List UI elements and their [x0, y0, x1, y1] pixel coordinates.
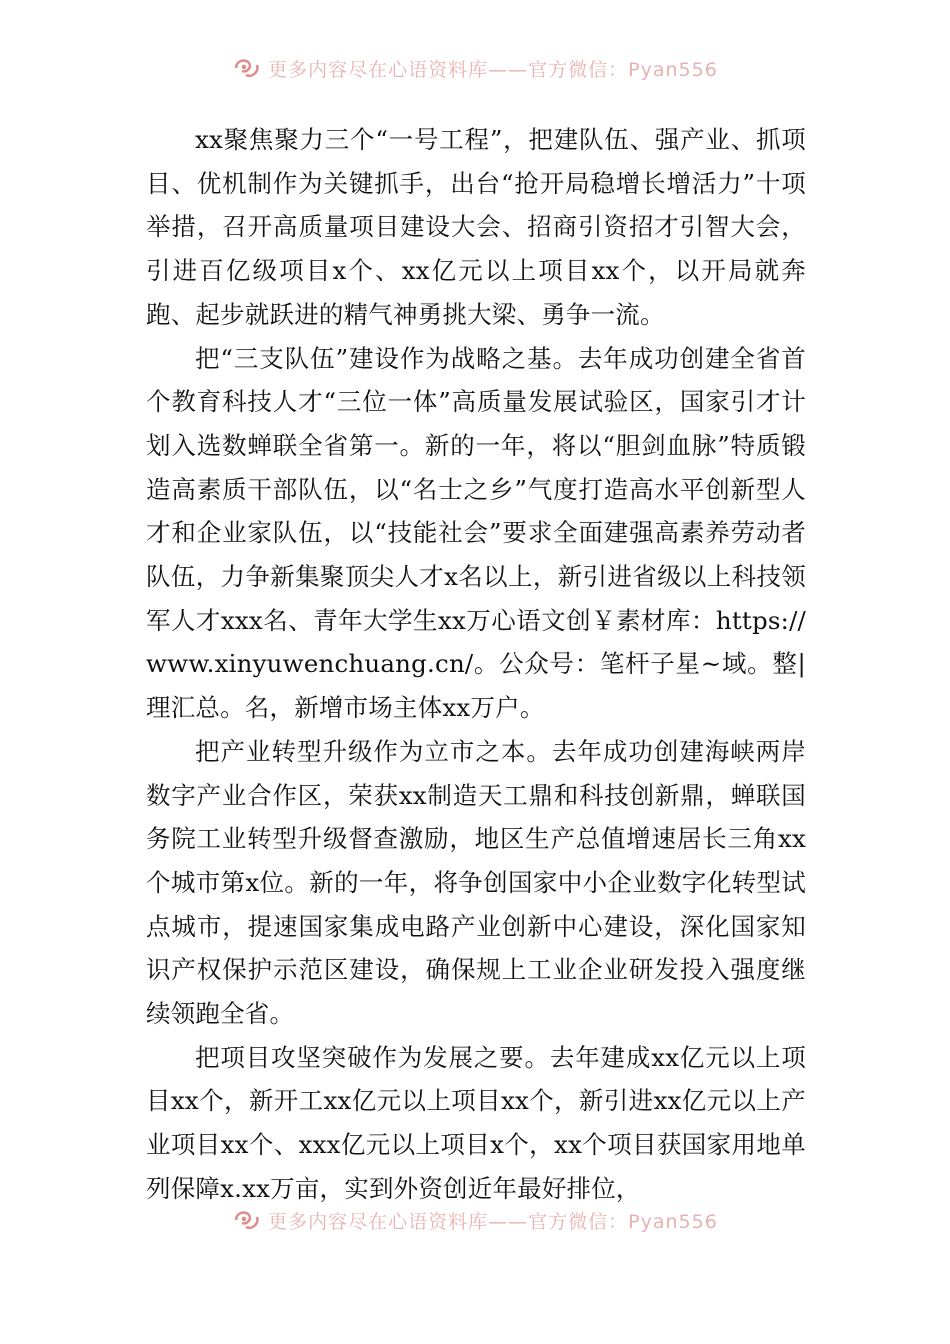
header-watermark	[0, 48, 950, 88]
watermark-logo-icon	[232, 56, 262, 80]
footer-watermark	[0, 1200, 950, 1240]
watermark-text: 更多内容尽在心语资料库——官方微信：Pyan556	[268, 58, 718, 81]
paragraph-4: 把项目攻坚突破作为发展之要。去年建成xx亿元以上项目xx个，新开工xx亿元以上项目xx个，新引进xx亿元以上产业项目xx个、xxx亿元以上项目x个，xx个项目获国家用地单列保障x.xx万亩，实到外资创近年最好排位，	[146, 1042, 806, 1203]
paragraph-3: 把产业转型升级作为立市之本。去年成功创建海峡两岸数字产业合作区，荣获xx制造天工鼎和科技创新鼎，蝉联国务院工业转型升级督查激励，地区生产总值增速居长三角xx个城市第x位。新的一年，将争创国家中小企业数字化转型试点城市，提速国家集成电路产业创新中心建设，深化国家知识产权保护示范区建设，确保规上工业企业研发投入强度继续领跑全省。	[146, 736, 806, 1029]
paragraph-2: 把“三支队伍”建设作为战略之基。去年成功创建全省首个教育科技人才“三位一体”高质量发展试验区，国家引才计划入选数蝉联全省第一。新的一年，将以“胆剑血脉”特质锻造高素质干部队伍，以“名士之乡”气度打造高水平创新型人才和企业家队伍，以“技能社会”要求全面建强高素养劳动者队伍，力争新集聚顶尖人才x名以上，新引进省级以上科技领军人才xxx名、青年大学生xx万心语文创￥素材库：https://www.xinyuwenchuang.cn/。公众号：笔杆子星~域。整|理汇总。名，新增市场主体xx万户。	[146, 343, 806, 723]
watermark-text: 更多内容尽在心语资料库——官方微信：Pyan556	[268, 1210, 718, 1233]
watermark-logo-icon	[232, 1208, 262, 1232]
document-body	[146, 118, 806, 1211]
paragraph-1: xx聚焦聚力三个“一号工程”，把建队伍、强产业、抓项目、优机制作为关键抓手，出台“抢开局稳增长增活力”十项举措，召开高质量项目建设大会、招商引资招才引智大会，引进百亿级项目x个、xx亿元以上项目xx个，以开局就奔跑、起步就跃进的精气神勇挑大梁、勇争一流。	[146, 125, 806, 329]
